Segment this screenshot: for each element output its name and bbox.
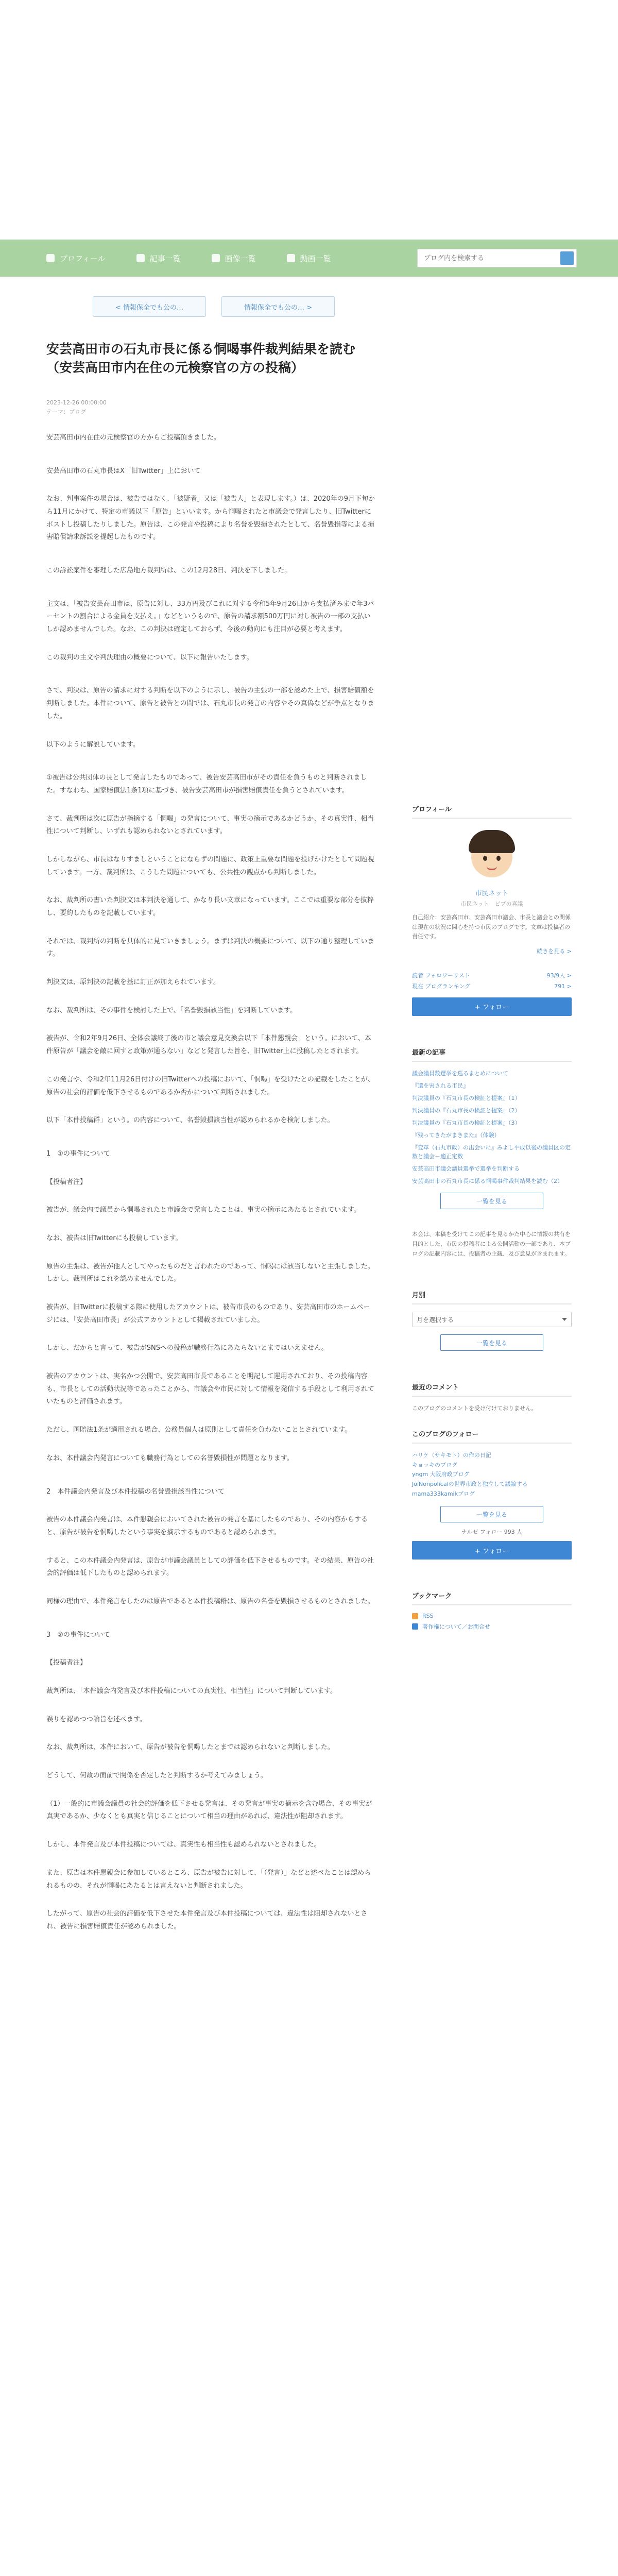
followed-blogs-section [412,1429,572,1560]
body-paragraph: 主文は、「被告安芸高田市は、原告に対し、33万円及びこれに対する令和5年9月26日から支払済みまで年3パーセントの割合による金員を支払え。」などというもので、原告の請求額500万円に対し被告の一部の支払いしか認めませんでした。なお、この判決は確定しておらず、今後の動向にも注目が必要と考えます。 [46,600,374,634]
body-paragraph: 以下「本件投稿群」という。の内容について、名誉毀損該当性が認められるかを検討しました。 [46,1116,334,1125]
stat-label: 読者 フォロワーリスト [412,972,470,979]
body-paragraph: 誤りを認めつつ論旨を述べます。 [46,1715,146,1723]
stat-value: 791 > [554,982,572,990]
image-icon [212,254,220,262]
top-whitespace [0,0,618,240]
body-paragraph: なお、判事案件の場合は、被告ではなく、「被疑者」又は「被告人」と表現します。）は、2020年の9月下旬から11月にかけて、特定の市議以下「原告」といいます。から恫喝されたと市議会で発言したり、旧Twitterにポストし投稿したりしました。原告は、この発言や投稿により名誉を毀損されたとして、名誉毀損等による損害賠償請求訴訟を提起したものです。 [46,495,375,541]
global-nav [0,240,618,277]
profile-subtitle: 市民ネット ビブの喜議 [460,901,523,907]
body-paragraph: どうして、何故の面前で関係を否定したと判断するか考えてみましょう。 [46,1772,267,1780]
archive-section [412,1290,572,1351]
recent-item[interactable]: 判決議員の『石丸市長の検証と提案』（2） [412,1107,521,1114]
blog-item[interactable]: yngm 大阪府政ブログ [412,1471,470,1478]
body-paragraph: 【投稿者注】 [46,1659,87,1667]
user-icon [46,254,55,262]
body-paragraph: 同様の理由で、本件発言をしたのは原告であると本件投稿群は、原告の名誉を毀損させるものとされました。 [46,1597,374,1605]
avatar-eye [483,856,487,861]
recent-list [412,1069,572,1185]
body-paragraph: この訴訟案件を審理した広島地方裁判所は、この12月28日、判決を下しました。 [46,567,291,574]
section-heading: 3 ②の事件について [46,1631,110,1639]
nav-images[interactable] [212,253,256,264]
recent-heading: 最新の記事 [412,1047,572,1062]
recent-item[interactable]: 判決議員の『石丸市長の検証と提案』（3） [412,1120,521,1127]
body-paragraph: さて、裁判所は次に原告が指摘する「恫喝」の発言について、事実の摘示であるかどうか、その真実性、相当性について判断し、いずれも認められないとされています。 [46,815,374,836]
bookmark-icon [412,1623,418,1630]
follow-count: ナルゼ フォロー 993 人 [461,1529,523,1536]
body-paragraph: この裁判の主文や判決理由の概要について、以下に報告いたします。 [46,653,253,662]
body-paragraph: したがって、原告の社会的評価を低下させた本件発言及び本件投稿については、違法性は阻却されないとされ、被告に損害賠償責任が認められました。 [46,1910,368,1930]
body-paragraph: なお、裁判所の書いた判決文は本判決を通して、かなり長い文章になっています。ここでは重要な部分を抜粋し、要約したものを記載しています。 [46,896,374,917]
body-paragraph: また、原告は本件懇親会に参加しているところ、原告が被告に対して、「（発言）」などと述べたことは認められるものの、それが恫喝にあたるとは言えないと判断されました。 [46,1869,371,1890]
avatar-eye [496,856,501,861]
archive-heading: 月別 [412,1290,572,1304]
article-main [46,340,376,1949]
avatar-hair [469,830,515,853]
nav-label: 記事一覧 [149,253,181,263]
blog-item[interactable]: キョッキのブログ [412,1461,457,1468]
article-pager [93,296,335,317]
section-heading: 1 ①の事件について [46,1149,110,1158]
body-paragraph: 被告が、議会内で議員から恫喝されたと市議会で発言したことは、事実の摘示にあたるとされています。 [46,1206,360,1214]
recent-item[interactable]: 『残ってきたがまきまた』（体験） [412,1132,500,1139]
body-paragraph: 被告のアカウントは、実名かつ公開で、安芸高田市長であることを明記して運用されており、その投稿内容も、市長としての活動状況等であったことから、市議会や市民に対して情報を発信する手段として利用されていたものと評価されます。 [46,1372,374,1406]
body-paragraph: 以下のように解説しています。 [46,740,140,749]
video-icon [287,254,295,262]
nav-label: プロフィール [60,253,106,263]
next-article-button[interactable]: 情報保全でも公の… > [221,296,335,317]
body-paragraph: 裁判所は、「本件議会内発言及び本件投稿についての真実性、相当性」について判断しています。 [46,1687,337,1695]
body-paragraph: すると、この本件議会内発言は、原告が市議会議員としての評価を低下させるものです。その結果、原告の社会的評価は低下したものと認められます。 [46,1556,374,1578]
bookmark-section [412,1590,572,1631]
body-paragraph: 【投稿者注】 [46,1178,87,1186]
stat-label: 現在 ブログランキング [412,982,471,990]
bookmark-label: RSS [422,1613,434,1620]
body-paragraph: この発言や、令和2年11月26日付けの旧Twitterへの投稿において、「恫喝」を受けたとの記載をしたことが、原告の社会的評価を低下させるものであるか否かについて判断されました。 [46,1075,374,1096]
stat-row[interactable] [412,971,572,981]
body-paragraph: それでは、裁判所の判断を具体的に見ていきましょう。まずは判決の概要について、以下の通り整理しています。 [46,937,374,958]
prev-article-button[interactable]: < 情報保全でも公の… [93,296,206,317]
blog-list [412,1451,572,1499]
recent-item[interactable]: 『還を害される市民』 [412,1082,469,1089]
blog-item[interactable]: JoiNonpolicalの世界市政と独立して議論する [412,1481,528,1488]
month-select-value: 月を選択する [417,1316,454,1324]
nav-articles[interactable] [136,253,181,264]
bookmark-label: 著作権について／お問合せ [422,1623,490,1631]
article-meta [46,398,376,417]
body-paragraph: しかし、だからと言って、被告がSNSへの投稿が職務行為にあたらないとまではいえません。 [46,1344,328,1352]
body-paragraph: 被告が、令和2年9月26日、全体会議終了後の市と議会意見交換会以下「本件懇親会」という。において、本件原告が「議会を敵に回すと政策が通らない」などと発言した旨を、旧Twitter上に投稿したとされます。 [46,1035,371,1056]
article-date: 2023-12-26 00:00:00 [46,399,107,406]
body-paragraph: なお、裁判所は、その事件を検討した上で、「名誉毀損該当性」を判断しています。 [46,1006,297,1014]
profile-description: 自己紹介：安芸高田市、安芸高田市議会、市長と議会との関係は現在の状況に関心を持つ市民のブログです。文章は投稿者の責任です。 [412,914,571,940]
search-icon[interactable] [560,251,574,265]
nav-label: 画像一覧 [225,253,256,263]
body-paragraph: ①被告は公共団体の長として発言したものであって、被告安芸高田市がその責任を負うものと判断されました。すなわち、国家賠償法1条1項に基づき、被告安芸高田市が損害賠償責任を負うとされています。 [46,774,367,794]
nav-videos[interactable] [287,253,331,264]
profile-section [412,804,572,1016]
article-theme[interactable]: テーマ：ブログ [46,409,86,416]
profile-name[interactable]: 市民ネット [475,890,509,897]
archive-more-button[interactable]: 一覧を見る [440,1334,543,1351]
nav-profile[interactable] [46,253,106,264]
sidebar-note: 本会は、本稿を受けてこの記事を見るかた中心に情報の共有を目的とした、市民の投稿者による公開活動の一部であり、本ブログの記載内容には、投稿者の主観、及び意見が含まれます。 [412,1231,571,1257]
bookmark-heading: ブックマーク [412,1590,572,1605]
search-input[interactable] [418,249,560,267]
sidebar [412,804,572,1634]
body-paragraph: さて、判決は、原告の請求に対する判断を以下のように示し、被告の主張の一部を認めた上で、損害賠償額を判断しました。本件について、原告と被告との間では、石丸市長の発言の内容やその真偽などが争点となりました。 [46,687,374,720]
body-paragraph: 判決文は、原判決の記載を基に訂正が加えられています。 [46,978,220,987]
stat-value: 93/9人 > [546,972,572,979]
comments-text: このブログのコメントを受け付けておりません。 [412,1405,537,1412]
body-paragraph: 安芸高田市の石丸市長はX「旧Twitter」上において [46,467,201,475]
recent-item[interactable]: 判決議員の『石丸市長の検証と提案』（1） [412,1094,521,1101]
blogs-heading: このブログのフォロー [412,1429,572,1444]
body-paragraph: ただし、国賠法1条が適用される場合、公務員個人は原則として責任を負わないこととされています。 [46,1426,352,1434]
body-paragraph: なお、被告は旧Twitterにも投稿しています。 [46,1234,182,1242]
recent-more-button[interactable]: 一覧を見る [440,1193,543,1209]
body-paragraph: なお、本件議会内発言についても職務行為としての名誉毀損性が問題となります。 [46,1454,294,1462]
body-paragraph: しかし、本件発言及び本件投稿については、真実性も相当性も認められないとされました。 [46,1841,321,1849]
chevron-down-icon [562,1318,567,1321]
article-title: 安芸高田市の石丸市長に係る恫喝事件裁判結果を読む（安芸高田市内在住の元検察官の方の投稿） [46,342,356,376]
recent-item[interactable]: 『変革（石丸市政）の出会いに』みよし平成以後の議員区の定数と議会－適正定数 [412,1144,571,1160]
body-paragraph: なお、裁判所は、本件において、原告が被告を恫喝したとまでは認められないと判断しました。 [46,1743,334,1752]
recent-item[interactable]: 安芸高田市議会議員選挙で選挙を判断する [412,1165,520,1173]
blogs-follow-button[interactable]: + フォロー [412,1541,572,1560]
bookmark-rss[interactable] [412,1613,572,1619]
profile-heading: プロフィール [412,804,572,819]
body-paragraph: （1）一般的に市議会議員の社会的評価を低下させる発言は、その発言が事実の摘示を含む場合、その事実が真実であるか、少なくとも真実と信じることについて相当の理由があれば、違法性が阻却されます。 [46,1800,372,1821]
body-paragraph: 被告の本件議会内発言は、本件懇親会においてされた被告の発言を基にしたものであり、その内容からすると、原告が被告を恫喝したという事実を摘示するものであると認められます。 [46,1516,368,1536]
profile-more-link[interactable]: 続きを見る > [537,948,572,955]
comments-section [412,1382,572,1413]
recent-item[interactable]: 安芸高田市の石丸市長に係る恫喝事件裁判結果を読む（2） [412,1178,563,1185]
bookmark-copyright[interactable] [412,1622,572,1631]
body-paragraph: しかしながら、市長はなりすましということにならずの問題に、政策上重要な問題を投げかけたとして問題視しています。一方、裁判所は、こうした問題についても、公共性の観点から判断しました。 [46,855,375,876]
stat-row[interactable] [412,981,572,992]
body-paragraph: 安芸高田市内在住の元検察官の方からご投稿頂きました。 [46,433,221,442]
blogs-more-button[interactable]: 一覧を見る [440,1506,543,1522]
recent-articles-section [412,1047,572,1259]
blog-item[interactable]: ハリケ（サキモト）の作の日記 [412,1451,491,1459]
blog-item[interactable]: mama333kamikブログ [412,1490,475,1497]
comments-heading: 最近のコメント [412,1382,572,1397]
body-paragraph: 原告の主張は、被告が他人としてやったものだと言われたのであって、恫喝には該当しないと主張しました。しかし、裁判所はこれを認めませんでした。 [46,1262,374,1283]
article-body [46,432,376,1934]
avatar[interactable] [464,826,520,883]
section-heading: 2 本件議会内発言及び本件投稿の名誉毀損該当性について [46,1487,225,1496]
follow-button[interactable]: + フォロー [412,997,572,1016]
blog-search [417,249,577,267]
nav-label: 動画一覧 [300,253,331,263]
month-select[interactable] [412,1312,572,1327]
recent-item[interactable]: 議会議員数選挙を巡るまとめについて [412,1070,508,1077]
body-paragraph: 被告が、旧Twitterに投稿する際に使用したアカウントは、被告市長のものであり、安芸高田市のホームページには、「安芸高田市長」が公式アカウントとして掲載されていました。 [46,1303,370,1324]
list-icon [136,254,145,262]
rss-icon [412,1613,418,1619]
